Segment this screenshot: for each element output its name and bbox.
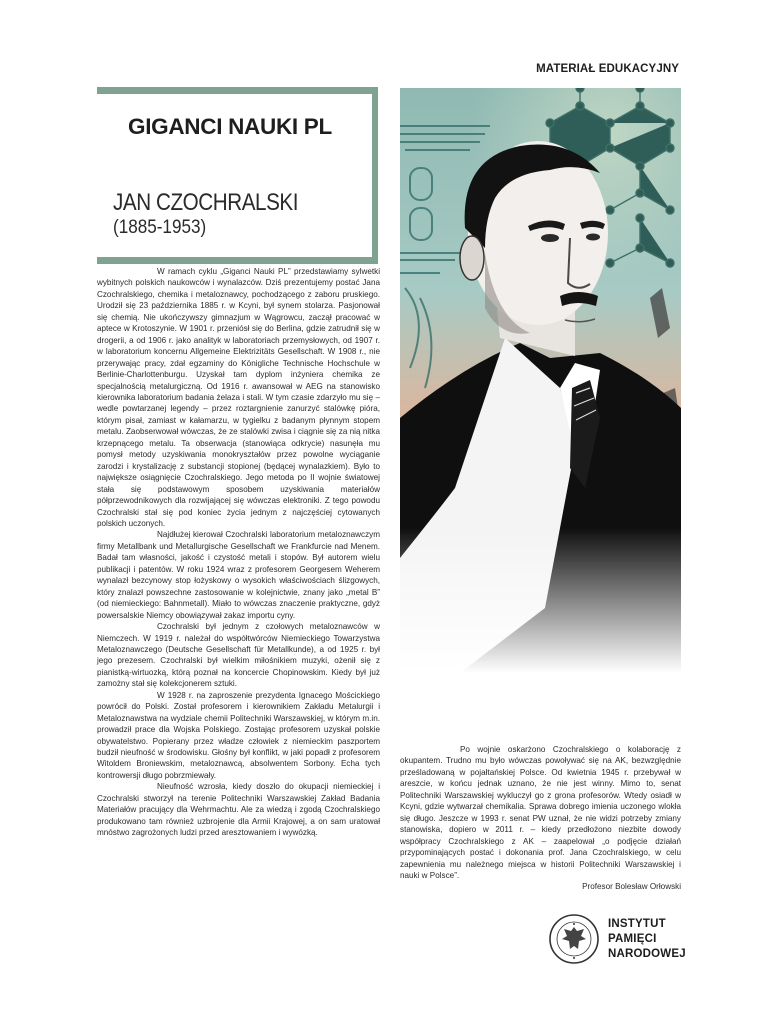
title-box (97, 87, 378, 264)
eagle-seal-icon (548, 913, 600, 965)
article-paragraph: Najdłużej kierował Czochralski laboratorium metaloznawczym firmy Metallbank und Metallurgische Gesellschaft we Frankfurcie nad Menem. Badał tam własności, jakość i czystość metali i stopów. Był autorem wielu publikacji i patentów. W roku 1924 wraz z profesorem Georgesem Weherem wynalazł bezcynowy stop łożyskowy o wysokich właściwościach ślizgowych, który znalazł powszechne zastosowanie w kolejnictwie, znany jako „metal B” (od niemieckiego: Bahnmetall). Miało to wówczas znaczenie praktyczne, gdyż powersalskie Niemcy obowiązywał zakaz importu cyny. (97, 530, 380, 620)
logo-line-3: NARODOWEJ (608, 948, 686, 960)
article-paragraph: Nieufność wzrosła, kiedy doszło do okupacji niemieckiej i Czochralski stworzył na terenie Politechniki Warszawskiej Zakład Badania Materiałów pracujący dla Wehrmachtu. Ale za wiedzą i zgodą Czochralskiego produkowano tam również uzbrojenie dla Armii Krajowej, a on sam uratował mnóstwo zagrożonych ludzi przed aresztowaniem i wywózką. (97, 782, 380, 838)
article-paragraph: Czochralski był jednym z czołowych metaloznawców w Niemczech. W 1919 r. należał do współtwórców Niemieckiego Towarzystwa Metaloznawczego (Deutsche Gesellschaft für Metallkunde), a od 1925 r. był jego prezesem. Czochralski był wielkim miłośnikiem muzyki, ożenił się z pianistką-wirtuozką, którą poznał na koncercie Chopinowskim. Kiedy był już zamożny stał się kolekcjonerem sztuki. (97, 622, 380, 689)
author-signature: Profesor Bolesław Orłowski (582, 882, 681, 892)
portrait-illustration (400, 88, 681, 673)
portrait-image (400, 88, 681, 673)
ipn-logo (548, 913, 688, 969)
series-title: GIGANCI NAUKI PL (128, 114, 332, 139)
logo-line-2: PAMIĘCI (608, 933, 657, 945)
ipn-logo-text (608, 917, 686, 962)
logo-line-1: INSTYTUT (608, 918, 666, 930)
article-paragraph: Po wojnie oskarżono Czochralskiego o kolaborację z okupantem. Trudno mu było wówczas powoływać się na AK, bezwzględnie prześladowaną w pojałtańskiej Polsce. Od kwietnia 1945 r. przebywał w areszcie, w końcu jednak uznano, że nie jest winny. Mimo to, senat Politechniki Warszawskiej wykluczył go z grona profesorów. Wtedy osiadł w Kcyni, gdzie wytwarzał chemikalia. Sprawa dobrego imienia uczonego wlokła się długo. Jeszcze w 1993 r. senat PW uznał, że nie widzi potrzeby zmiany stanowiska, dopiero w 2011 r. – kiedy przedłożono niezbite dowody współpracy Czochralskiego z AK – zaapelował „o podjęcie działań przypominających postać i dokonania prof. Jana Czochralskiego, w celu zapewnienia mu należnego miejsca w historii Politechniki Warszawskiej i nauki w Polsce”. (400, 745, 681, 880)
life-years: (1885-1953) (113, 217, 207, 238)
article-paragraph: W ramach cyklu „Giganci Nauki PL” przedstawiamy sylwetki wybitnych polskich naukowców i wynalazców. Dziś prezentujemy postać Jana Czochralskiego, chemika i metaloznawcy, pochodzącego z zaboru pruskiego. Urodził się 23 października 1885 r. w Kcyni, był synem stolarza. Pasjonował się chemią. Nie ukończywszy gimnazjum w Wągrowcu, zaczął pracować w aptece w Krotoszynie. W 1901 r. przeniósł się do Berlina, gdzie zatrudnił się w drogerii, a od 1906 r. jako analityk w laboratoriach przemysłowych, od 1907 r. w laboratorium koncernu Allgemeine Elektrizitäts Gesellschaft. W 1908 r., nie przerywając pracy, zdał egzaminy do Königliche Technische Hochschule w Berlinie-Charlottenburgu. Uzyskał tam dyplom inżyniera chemika ze specjalnością metalurgiczną. Od 1916 r. awansował w AEG na stanowisko kierownika laboratorium badania żelaza i stali. W tym czasie zdarzyło mu się – wedle powtarzanej legendy – przez roztargnienie zanurzyć stalówkę pióra, którym pisał, zamiast w kałamarzu, w tygielku z badanym płynnym stopem metalu. Zaobserwował wówczas, że ze stalówki zwisa i ciągnie się za nią nitka krzepnącego metalu. Ta obserwacja (stanowiąca odkrycie) nasunęła mu pomysł metody uzyskiwania monokryształów przez powolne wyciąganie zarodzi i krystalizację z substancji stopionej (będącej wynalazkiem). Było to największe osiągnięcie Czochralskiego. Jego metoda po II wojnie światowej stała się podstawowym sposobem uzyskiwania materiałów półprzewodnikowych dla rozwijającej się wówczas elektroniki. Z tego powodu Czochralski stał się pod koniec życia jednym z najczęściej cytowanych polskich uczonych. (97, 267, 380, 528)
document-category-label: MATERIAŁ EDUKACYJNY (536, 63, 679, 75)
article-left-column (97, 266, 380, 839)
article-right-column (400, 744, 681, 893)
article-paragraph: W 1928 r. na zaproszenie prezydenta Ignacego Mościckiego powrócił do Polski. Został profesorem i kierownikiem Zakładu Metalurgii i Metaloznawstwa na wydziale chemii Politechniki Warszawskiej, w którym m.in. prowadził prace dla Wojska Polskiego. Zostając profesorem uzyskał polskie obywatelstwo. Popierany przez władze człowiek z niemieckim paszportem budził nieufność w środowisku. Głośny był konflikt, w jaki popadł z profesorem Witoldem Broniewskim, metaloznawcą, absolwentem Sorbony. Echa tych kontrowersji długo pobrzmiewały. (97, 690, 380, 780)
person-name: JAN CZOCHRALSKI (113, 189, 299, 216)
